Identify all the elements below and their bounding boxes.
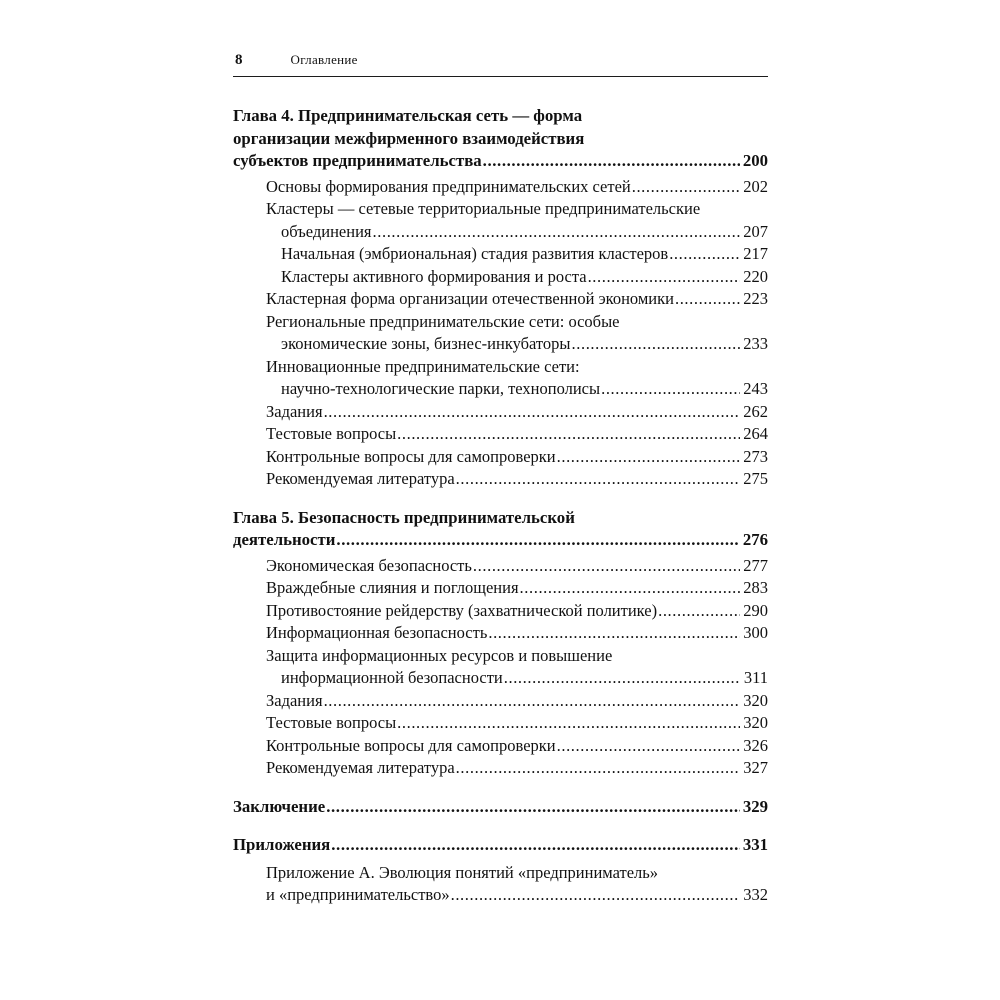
toc-entry	[233, 446, 768, 469]
toc-entry-title: Контрольные вопросы для самопроверки	[266, 446, 556, 466]
toc-entry	[233, 600, 768, 623]
dot-leader	[397, 712, 740, 735]
dot-leader	[588, 266, 741, 289]
toc-page-number: 332	[743, 885, 768, 904]
toc-entry	[233, 577, 768, 600]
page-content	[233, 52, 768, 907]
toc-entry-title: Основы формирования предпринимательских сетей	[266, 176, 631, 196]
toc-page-number: 223	[743, 289, 768, 308]
page-number: 8	[235, 52, 243, 68]
dot-leader	[324, 401, 741, 424]
dot-leader	[557, 446, 741, 469]
toc-entry-last-line	[266, 735, 768, 758]
toc-entry-title: Враждебные слияния и поглощения	[266, 578, 519, 597]
toc-entry	[233, 757, 768, 780]
toc-page-number: 275	[743, 469, 768, 488]
toc-entry	[233, 834, 768, 857]
dot-leader	[520, 577, 741, 600]
toc-entry-title: Заключение	[233, 796, 326, 816]
toc-entry-title: Начальная (эмбриональная) стадия развития кластеров	[281, 244, 669, 263]
toc-entry-line: организации межфирменного взаимодействия	[233, 128, 585, 148]
toc-page-number: 311	[743, 668, 768, 687]
toc-page-number: 277	[743, 555, 768, 575]
toc-entry-title: Тестовые вопросы	[266, 713, 397, 732]
toc-entry-title: объединения	[281, 221, 372, 241]
toc-page-number: 273	[743, 446, 768, 466]
toc-entry-title: экономические зоны, бизнес-инкубаторы	[281, 334, 571, 353]
toc-page-number: 320	[743, 690, 768, 710]
toc-entry-last-line	[266, 333, 768, 356]
toc-entry-title: и «предпринимательство»	[266, 885, 450, 904]
dot-leader	[483, 150, 740, 173]
toc-page-number: 327	[743, 758, 768, 777]
dot-leader	[488, 622, 740, 645]
toc-page-number: 207	[743, 221, 768, 241]
toc-entry-last-line	[266, 577, 768, 600]
toc-entry-last-line	[233, 529, 768, 552]
toc-entry-title: Контрольные вопросы для самопроверки	[266, 735, 556, 755]
toc-entry-last-line	[281, 243, 768, 266]
toc-entry-last-line	[266, 690, 768, 713]
toc-list	[233, 105, 768, 907]
dot-leader	[456, 757, 741, 780]
dot-leader	[658, 600, 740, 623]
toc-entry-title: Кластерная форма организации отечественной экономики	[266, 289, 674, 308]
toc-page-number: 264	[743, 424, 768, 443]
toc-entry-title: Противостояние рейдерству (захватнической политике)	[266, 600, 658, 620]
toc-page-number: 320	[743, 713, 768, 732]
toc-entry	[233, 712, 768, 735]
dot-leader	[473, 555, 740, 578]
toc-entry	[233, 266, 768, 289]
toc-entry-line: Глава 5. Безопасность предпринимательской	[233, 507, 575, 527]
dot-leader	[557, 735, 741, 758]
toc-page-number: 243	[743, 379, 768, 398]
toc-entry-last-line	[266, 401, 768, 424]
toc-entry	[233, 735, 768, 758]
toc-page-number: 202	[743, 176, 768, 196]
toc-entry-title: Приложения	[233, 835, 331, 854]
dot-leader	[675, 288, 740, 311]
toc-page-number: 262	[743, 401, 768, 421]
toc-entry	[233, 243, 768, 266]
toc-entry-title: субъектов предпринимательства	[233, 151, 482, 170]
toc-entry-last-line	[266, 555, 768, 578]
toc-entry-last-line	[233, 834, 768, 857]
dot-leader	[397, 423, 740, 446]
toc-entry-last-line	[266, 622, 768, 645]
toc-entry-title: информационной безопасности	[281, 668, 503, 687]
toc-entry-last-line	[266, 176, 768, 199]
dot-leader	[601, 378, 740, 401]
toc-entry-last-line	[266, 667, 768, 690]
toc-entry-last-line	[266, 288, 768, 311]
toc-entry-last-line	[233, 796, 768, 819]
toc-entry	[233, 176, 768, 199]
toc-entry-last-line	[266, 446, 768, 469]
toc-entry-title: деятельности	[233, 530, 336, 549]
toc-entry	[233, 862, 768, 907]
toc-page-number: 276	[742, 530, 768, 549]
toc-entry-title: Задания	[266, 401, 323, 421]
toc-entry-line: Кластеры — сетевые территориальные предпринимательские	[266, 199, 701, 218]
toc-entry-title: Кластеры активного формирования и роста	[281, 266, 587, 286]
dot-leader	[456, 468, 741, 491]
toc-page-number: 331	[742, 835, 768, 854]
toc-page-number: 300	[743, 623, 768, 642]
toc-entry	[233, 622, 768, 645]
toc-entry-line: Приложение А. Эволюция понятий «предприниматель»	[266, 862, 659, 882]
toc-entry	[233, 796, 768, 819]
toc-entry	[233, 311, 768, 356]
toc-entry-line: Защита информационных ресурсов и повышение	[266, 645, 613, 665]
dot-leader	[572, 333, 741, 356]
toc-entry	[233, 507, 768, 552]
toc-entry	[233, 555, 768, 578]
toc-page-number: 233	[743, 334, 768, 353]
toc-page-number: 326	[743, 735, 768, 755]
toc-entry	[233, 645, 768, 690]
dot-leader	[451, 884, 741, 907]
toc-entry-last-line	[233, 150, 768, 173]
toc-entry-last-line	[266, 221, 768, 244]
toc-entry	[233, 198, 768, 243]
dot-leader	[336, 529, 739, 552]
toc-entry-last-line	[266, 884, 768, 907]
dot-leader	[632, 176, 741, 199]
toc-entry	[233, 288, 768, 311]
toc-entry-line: Инновационные предпринимательские сети:	[266, 356, 580, 376]
toc-entry-last-line	[266, 468, 768, 491]
toc-page-number: 217	[743, 244, 768, 263]
toc-entry-title: Информационная безопасность	[266, 623, 488, 642]
toc-page-number: 220	[743, 266, 768, 286]
header-rule	[233, 76, 768, 77]
toc-page-number: 290	[743, 600, 768, 620]
toc-entry	[233, 105, 768, 173]
toc-page-number: 283	[743, 578, 768, 597]
toc-entry	[233, 356, 768, 401]
toc-entry-last-line	[281, 266, 768, 289]
toc-entry-line: Региональные предпринимательские сети: особые	[266, 311, 620, 331]
toc-page-number: 329	[742, 796, 768, 816]
toc-entry-last-line	[266, 757, 768, 780]
running-head	[233, 52, 768, 68]
toc-entry-last-line	[266, 378, 768, 401]
toc-entry-last-line	[266, 600, 768, 623]
toc-entry	[233, 690, 768, 713]
toc-entry-line: Глава 4. Предпринимательская сеть — форма	[233, 106, 583, 125]
toc-entry-title: Тестовые вопросы	[266, 424, 397, 443]
toc-entry-title: научно-технологические парки, технополисы	[281, 379, 601, 398]
dot-leader	[326, 796, 740, 819]
toc-entry-last-line	[266, 712, 768, 735]
running-title: Оглавление	[290, 52, 358, 67]
dot-leader	[324, 690, 741, 713]
toc-entry	[233, 468, 768, 491]
toc-entry-last-line	[266, 423, 768, 446]
toc-entry-title: Рекомендуемая литература	[266, 469, 455, 488]
dot-leader	[504, 667, 741, 690]
dot-leader	[669, 243, 740, 266]
toc-entry	[233, 401, 768, 424]
toc-page-number: 200	[742, 151, 768, 170]
dot-leader	[373, 221, 741, 244]
toc-entry-title: Экономическая безопасность	[266, 555, 472, 575]
toc-entry	[233, 423, 768, 446]
dot-leader	[331, 834, 740, 857]
toc-entry-title: Рекомендуемая литература	[266, 758, 455, 777]
toc-entry-title: Задания	[266, 690, 323, 710]
